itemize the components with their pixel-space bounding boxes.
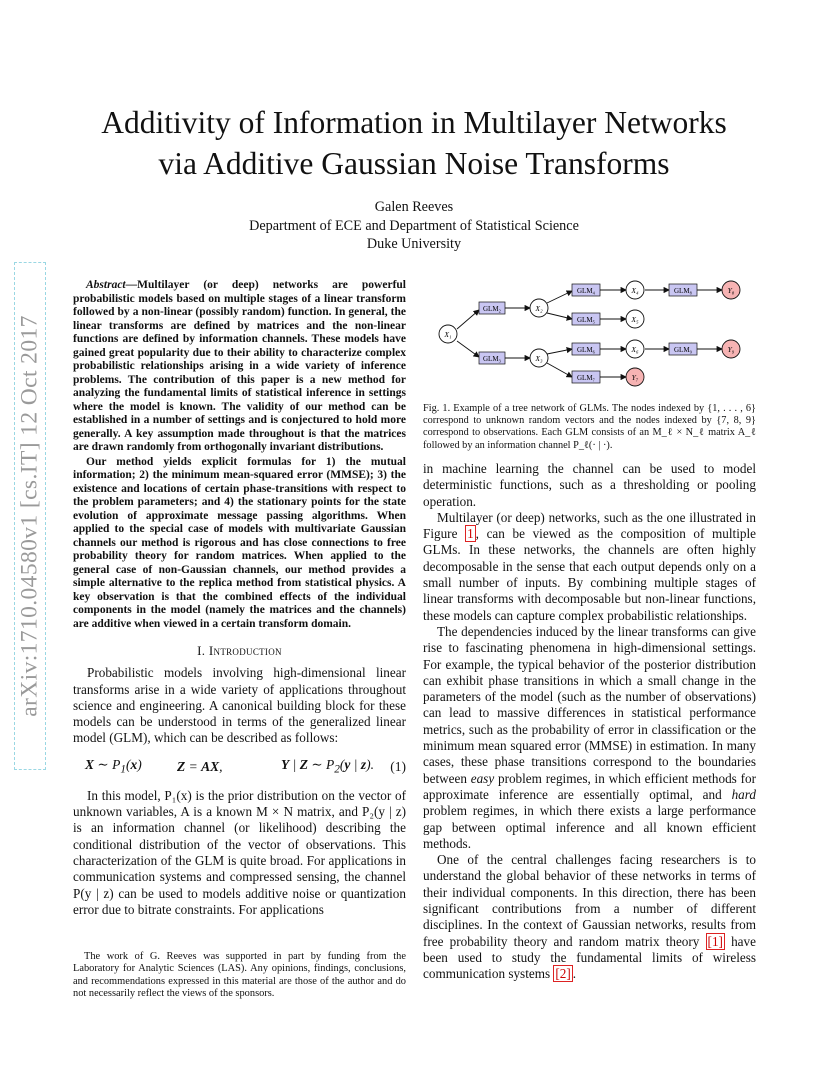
edge-x3-glm6 xyxy=(547,349,572,354)
node-x2-label: X₂ xyxy=(535,304,543,313)
abstract-paragraph-2: Our method yields explicit formulas for 1) the mutual information; 2) the minimum mean-squared error (MMSE); 3) the existence and locations of certain phase-transitions with respect to the problem parameters; and 4) the stationary points for the state evolution of approximate message passing algorithms. When applied to the special case of models with multivariate Gaussian channels our method is rigorous and has close connections to free probability theory for random matrices. When applied to the general case of non-Gaussian channels, our method provides a simple alternative to the replica method from statistical physics. A key observation is that the combined effects of the individual components in the model (namely the matrices and the channels) are additive when viewed in a certain transform domain. xyxy=(73,455,406,630)
equation-number: (1) xyxy=(390,759,406,775)
edge-x1-glm3 xyxy=(457,341,479,357)
edge-x2-glm5 xyxy=(547,313,572,319)
right-paragraph-4 xyxy=(423,852,756,982)
node-x1-label: X₁ xyxy=(444,330,452,339)
node-y8-label: Y₈ xyxy=(727,286,735,295)
intro-paragraph-1: Probabilistic models involving high-dimensional linear transforms arise in a wide variety of applications throughout science and engineering. A canonical building block for these models can be understood in terms of the generalized linear model (GLM), which can be described as follows: xyxy=(73,665,406,746)
node-x3-label: X₃ xyxy=(535,354,543,363)
abstract-lead: Abstract xyxy=(86,279,126,291)
right-p2-text-a: Multilayer (or deep) networks, such as the one illustrated in Figure xyxy=(423,509,756,542)
glm5-label: GLM₅ xyxy=(577,316,595,324)
emph-hard: hard xyxy=(731,786,756,802)
arxiv-stamp xyxy=(14,262,46,770)
section-number: I. xyxy=(197,643,206,658)
figure-1 xyxy=(423,276,756,398)
eq-term-transform: Z = AX, xyxy=(177,759,223,775)
right-paragraph-1: in machine learning the channel can be used to model deterministic functions, such as a thresholding or pooling operation. xyxy=(423,461,756,509)
right-column xyxy=(423,461,756,983)
author-block xyxy=(60,198,768,254)
tree-network-diagram xyxy=(423,276,756,398)
right-paragraph-3 xyxy=(423,624,756,852)
citation-2-link[interactable]: [2] xyxy=(555,966,571,982)
edge-x2-glm4 xyxy=(547,291,572,303)
figure-caption: Fig. 1. Example of a tree network of GLMs. The nodes indexed by {1, . . . , 6} correspond to unknown random vectors and the nodes indexed by {7, 8, 9} correspond to observations. Each GLM consists of an M_ℓ × N_ℓ matrix A_ℓ followed by an information channel P_ℓ(· | ·). xyxy=(423,403,756,451)
edge-x3-glm7 xyxy=(547,363,572,377)
title-line-1: Additivity of Information in Multilayer Networks xyxy=(101,105,727,140)
intro-paragraph-2: In this model, P₁(x) is the prior distribution on the vector of unknown variables, A is a known M × N matrix, and P₂(y | z) is an information channel (or likelihood) describing the conditional distribution of the vector of observations. This characterization of the GLM is quite broad. For applications in communication systems and compressed sensing, the channel P(y | z) can be used to models additive noise or quantization error due to bitrate constraints. For applications xyxy=(73,787,406,917)
footnote xyxy=(73,951,406,1000)
edge-x1-glm2 xyxy=(457,310,479,329)
right-p4-text-b: have been used to study the fundamental limits of wireless communication systems xyxy=(423,933,756,982)
citation-1-link[interactable]: [1] xyxy=(707,933,723,949)
glm3-label: GLM₃ xyxy=(483,355,501,363)
intro-body xyxy=(73,665,406,918)
eq-term-channel: Y | Z ∼ $P_2(y$ | z). xyxy=(281,756,375,776)
glm4-label: GLM₄ xyxy=(577,287,595,295)
figure-ref-link[interactable]: 1 xyxy=(467,526,474,542)
right-paragraph-2 xyxy=(423,510,756,624)
glm2-label: GLM₂ xyxy=(483,305,501,313)
eq-term-prior: X ∼ $P_1(x)$ xyxy=(85,756,142,776)
emph-easy: easy xyxy=(470,770,495,786)
glm8-label: GLM₈ xyxy=(674,287,692,295)
section-heading xyxy=(73,643,406,659)
author-affiliation-2: Duke University xyxy=(366,236,462,252)
title-line-2: via Additive Gaussian Noise Transforms xyxy=(158,146,670,181)
section-title: Introduction xyxy=(208,643,282,658)
footnote-text: The work of G. Reeves was supported in part by funding from the Laboratory for Analytic Sciences (LAS). Any opinions, findings, conclusions, and recommendations expressed in this material are those of the author and do not necessarily reflect the views of the sponsors. xyxy=(73,951,406,999)
node-y9-label: Y₉ xyxy=(727,345,735,354)
right-p2-text-b: , can be viewed as the composition of multiple GLMs. In these networks, the channels are often highly decomposable in the sense that each output depends only on a small number of inputs. By combining multiple stages of linear transforms with decomposable but non-linear functions, these models can capture complex probabilistic relationships. xyxy=(423,526,756,623)
author-affiliation-1: Department of ECE and Department of Statistical Science xyxy=(249,217,579,234)
right-p4-text-a: One of the central challenges facing researchers is to understand the global behavior of these networks in terms of their individual components. In this direction, there has been significant contributions from a number of different disciplines. In the context of Gaussian networks, results from free probability theory and random matrix theory xyxy=(423,852,756,949)
equation-1 xyxy=(73,757,406,778)
arxiv-identifier: arXiv:1710.04580v1 [cs.IT] 12 Oct 2017 xyxy=(16,315,43,717)
node-y7-label: Y₇ xyxy=(631,373,639,382)
glm6-label: GLM₆ xyxy=(577,346,595,354)
right-p4-text-c: . xyxy=(572,966,577,982)
node-x4-label: X₄ xyxy=(631,286,639,295)
node-x5-label: X₅ xyxy=(631,315,639,324)
right-p3-text-b: problem regimes, in which efficient methods for approximate inference are essentially optimal, and xyxy=(423,770,756,802)
left-column xyxy=(73,279,406,918)
author-name: Galen Reeves xyxy=(374,199,454,215)
glm9-label: GLM₉ xyxy=(674,346,692,354)
node-x6-label: X₆ xyxy=(631,345,639,354)
right-p3-text-a: The dependencies induced by the linear transforms can give rise to fascinating phenomena in high-dimensional settings. For example, the typical behavior of the posterior distribution can exhibit phase transitions in which a small change in the parameters of the model (such as the number of observations) can lead to massive differences in statistical performance metrics, such as the probability of error in classification or the minimum mean squared error (MMSE) in estimation. In many cases, these phase transitions correspond to the boundaries between xyxy=(423,623,756,786)
right-p3-text-c: problem regimes, in which there exists a large performance gap between optimal inference and all known efficient methods. xyxy=(423,803,756,851)
paper-title xyxy=(60,102,768,184)
abstract xyxy=(73,279,406,631)
abstract-paragraph-1: —Multilayer (or deep) networks are powerful probabilistic models based on multiple stages of a linear transform followed by a non-linear (possibly random) function. In general, the linear transforms are defined by matrices and the non-linear functions are defined by information channels. These models have gained great popularity due to their ability to characterize complex probabilistic relationships arising in a wide variety of inference problems. The contribution of this paper is a new method for analyzing the fundamental limits of statistical inference in settings where the model is known. The validity of our method can be established in a number of settings and is conjectured to hold more generally. A key assumption made throughout is that the matrices are drawn randomly from orthogonally invariant distributions. xyxy=(73,279,406,453)
glm7-label: GLM₇ xyxy=(577,374,595,382)
